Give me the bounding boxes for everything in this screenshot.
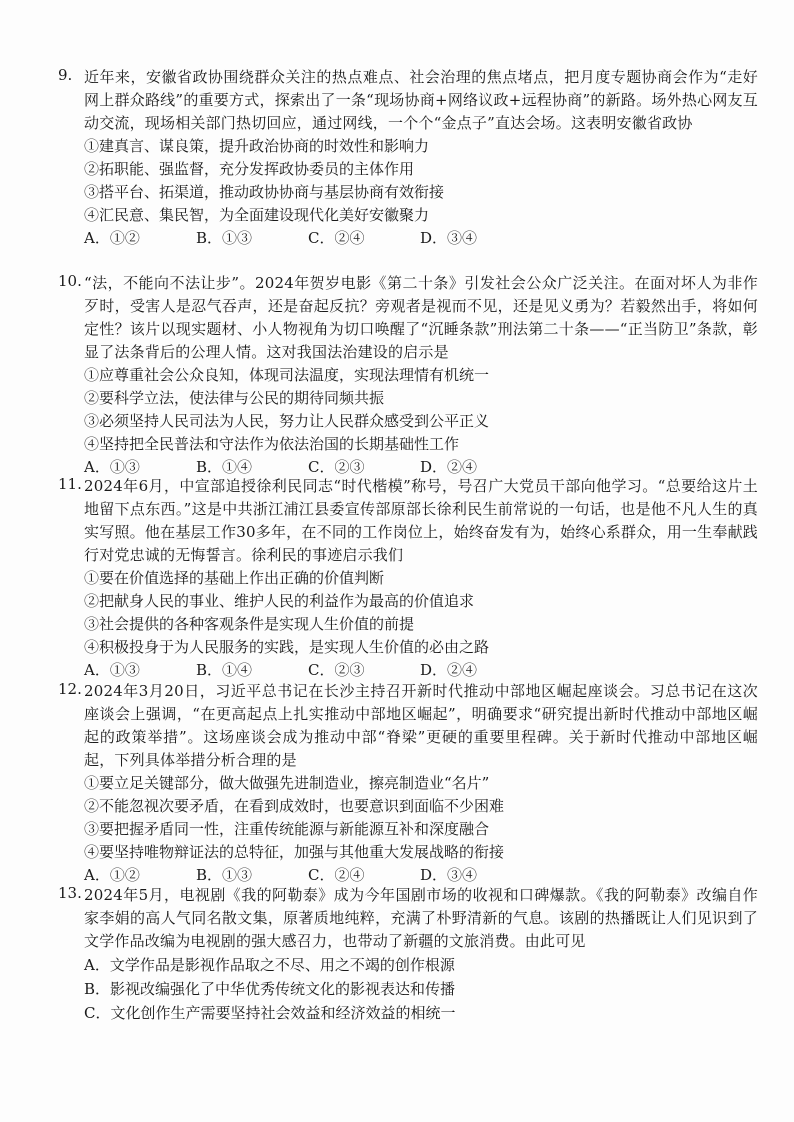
question-number: 9. [58, 66, 73, 84]
statement-option: ②不能忽视次要矛盾，在看到成效时，也要意识到面临不少困难 [84, 797, 505, 815]
question-stem: “法，不能向不法让步”。2024年贺岁电影《第二十条》引发社会公众广泛关注。在面对坏人为非作歹时，受害人是忍气吞声，还是奋起反抗？旁观者是视而不见，还是见义勇为？若毅然出手，将如何定性？该片以现实题材、小人物视角为切口唤醒了“沉睡条款”刑法第二十条——“正当防卫”条款，彰显了法条背后的公理人情。这对我国法治建设的启示是 [84, 274, 758, 361]
answer-choices [84, 659, 758, 682]
choice-d[interactable]: D．③④ [420, 866, 478, 884]
question-12 [58, 680, 758, 887]
statement-option: ③社会提供的各种客观条件是实现人生价值的前提 [84, 615, 415, 633]
statement-option: ①建真言、谋良策，提升政治协商的时效性和影响力 [84, 137, 430, 155]
statement-option: ②要科学立法，使法律与公民的期待同频共振 [84, 389, 385, 407]
statement-option: ②拓职能、强监督，充分发挥政协委员的主体作用 [84, 160, 415, 178]
choice-a[interactable]: A．①③ [84, 458, 140, 476]
statement-option: ④坚持把全民普法和守法作为依法治国的长期基础性工作 [84, 435, 460, 453]
question-number: 12. [58, 680, 82, 698]
choice-d[interactable]: D．②④ [420, 661, 478, 679]
choice-b[interactable]: B．影视改编强化了中华优秀传统文化的影视表达和传播 [84, 980, 456, 998]
choice-b[interactable]: B．①④ [196, 661, 253, 679]
question-10 [58, 272, 758, 479]
choice-c[interactable]: C．②③ [308, 458, 365, 476]
choice-a[interactable]: A．文学作品是影视作品取之不尽、用之不竭的创作根源 [84, 956, 455, 974]
question-stem: 2024年5月，电视剧《我的阿勒泰》成为今年国剧市场的收视和口碑爆款。《我的阿勒泰》改编自作家李娟的高人气同名散文集，原著质地纯粹，充满了朴野清新的气息。该剧的热播既让人们见识到了文学作品改编为电视剧的强大感召力，也带动了新疆的文旅消费。由此可见 [84, 886, 758, 950]
choice-a[interactable]: A．①② [84, 229, 140, 247]
statement-option: ①应尊重社会公众良知，体现司法温度，实现法理情有机统一 [84, 366, 490, 384]
question-stem: 近年来，安徽省政协围绕群众关注的热点难点、社会治理的焦点堵点，把月度专题协商会作为“走好网上群众路线”的重要方式，探索出了一条“现场协商+网络议政+远程协商”的新路。场外热心网友互动交流，现场相关部门热切回应，通过网线，一个个“金点子”直达会场。这表明安徽省政协 [84, 68, 758, 132]
statement-option: ③搭平台、拓渠道，推动政协协商与基层协商有效衔接 [84, 183, 445, 201]
statement-option: ④要坚持唯物辩证法的总特征，加强与其他重大发展战略的衔接 [84, 843, 505, 861]
choice-c[interactable]: C．文化创作生产需要坚持社会效益和经济效益的相统一 [84, 1004, 456, 1022]
choice-c[interactable]: C．②④ [308, 229, 365, 247]
statement-option: ①要在价值选择的基础上作出正确的价值判断 [84, 569, 385, 587]
choice-a[interactable]: A．①③ [84, 661, 140, 679]
choice-d[interactable]: D．③④ [420, 229, 478, 247]
question-number: 10. [58, 272, 82, 290]
choice-b[interactable]: B．①③ [196, 866, 253, 884]
statement-option: ④汇民意、集民智，为全面建设现代化美好安徽聚力 [84, 206, 430, 224]
choice-d[interactable]: D．②④ [420, 458, 478, 476]
statement-option: ③要把握矛盾同一性，注重传统能源与新能源互补和深度融合 [84, 820, 490, 838]
choice-c[interactable]: C．②④ [308, 866, 365, 884]
question-number: 11. [58, 475, 82, 493]
choice-c[interactable]: C．②③ [308, 661, 365, 679]
statement-option: ③必须坚持人民司法为人民，努力让人民群众感受到公平正义 [84, 412, 490, 430]
question-13 [58, 884, 758, 1025]
choice-b[interactable]: B．①④ [196, 458, 253, 476]
question-stem: 2024年6月，中宣部追授徐利民同志“时代楷模”称号，号召广大党员干部向他学习。“总要给这片土地留下点东西。”这是中共浙江浦江县委宣传部原部长徐利民生前常说的一句话，也是他不凡人生的真实写照。他在基层工作30多年，在不同的工作岗位上，始终奋发有为，始终心系群众，用一生奉献践行对党忠诚的无悔誓言。徐利民的事迹启示我们 [84, 477, 758, 564]
statement-option: ④积极投身于为人民服务的实践，是实现人生价值的必由之路 [84, 638, 490, 656]
statement-option: ①要立足关键部分，做大做强先进制造业，擦亮制造业“名片” [84, 774, 490, 792]
question-9 [58, 66, 758, 250]
question-11 [58, 475, 758, 682]
choice-a[interactable]: A．①② [84, 866, 140, 884]
statement-option: ②把献身人民的事业、维护人民的利益作为最高的价值追求 [84, 592, 475, 610]
choice-b[interactable]: B．①③ [196, 229, 253, 247]
question-number: 13. [58, 884, 82, 902]
answer-choices [84, 227, 758, 250]
question-stem: 2024年3月20日，习近平总书记在长沙主持召开新时代推动中部地区崛起座谈会。习总书记在这次座谈会上强调，“在更高起点上扎实推动中部地区崛起”，明确要求“研究提出新时代推动中部地区崛起的政策举措”。这场座谈会成为推动中部“脊梁”更硬的重要里程碑。关于新时代推动中部地区崛起，下列具体举措分析合理的是 [84, 682, 758, 769]
